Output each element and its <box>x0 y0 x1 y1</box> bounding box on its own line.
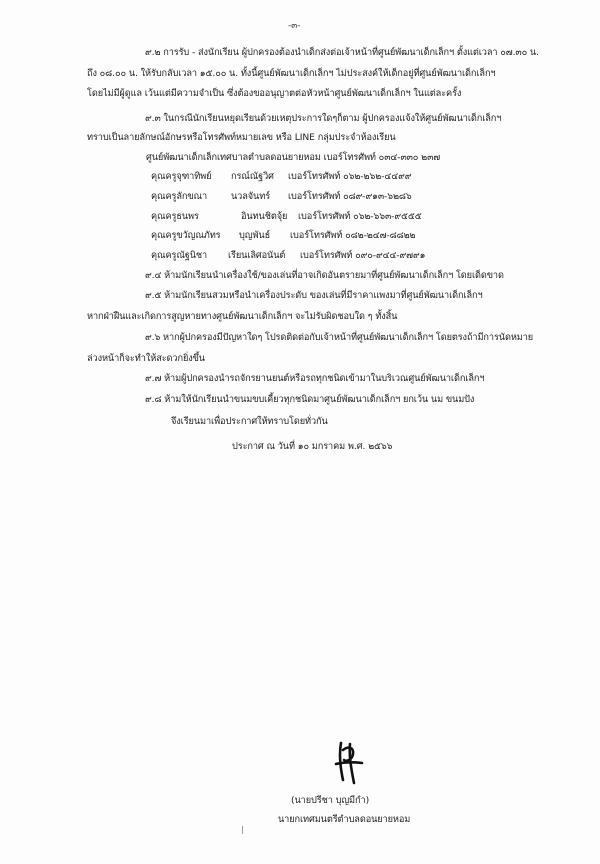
contact-2-surname: นวลจันทร์ <box>231 191 271 202</box>
handwritten-signature <box>332 740 364 786</box>
contact-3-phone: เบอร์โทรศัพท์ ๐๖๒-๖๖๓-๙๕๕๕ <box>298 211 422 222</box>
contact-1-surname: กรณ์ณัฐวิศ <box>231 171 274 182</box>
contact-4-surname: บุญพันธ์ <box>239 230 271 241</box>
rule-9-2-line-2: ถึง ๐๘.๐๐ น. ให้รับกลับเวลา ๑๕.๐๐ น. ทั้งนี้ศูนย์พัฒนาเด็กเล็กฯ ไม่ประสงค์ให้เด็กอยู่ที่ศูนย์พัฒนาเด็กเล็กฯ <box>87 68 496 79</box>
closing-text: จึงเรียนมาเพื่อประกาศให้ทราบโดยทั่วกัน <box>171 416 328 427</box>
contact-3-surname: อินทนชิตจุ้ย <box>241 211 288 222</box>
scan-mark <box>242 826 243 834</box>
contact-1-name: คุณครูจุฑาทิพย์ <box>151 171 212 182</box>
rule-9-2-line-3: โดยไม่มีผู้ดูแล เว้นแต่มีความจำเป็น ซึ่งต้องขออนุญาตต่อหัวหน้าศูนย์พัฒนาเด็กเล็กฯ ในแต่ละครั้ง <box>87 88 462 99</box>
rule-9-6-line-1: ๙.๖ หากผู้ปกครองมีปัญหาใดๆ โปรดติดต่อกับเจ้าหน้าที่ศูนย์พัฒนาเด็กเล็กฯ โดยตรงถ้ามีการนัดหมาย <box>145 332 534 343</box>
contact-4-phone: เบอร์โทรศัพท์ ๐๘๒-๒๔๗-๘๘๒๒ <box>290 230 416 241</box>
contact-5-surname: เรียนเลิศอนันต์ <box>228 250 286 261</box>
center-phone-line: ศูนย์พัฒนาเด็กเล็กเทศบาลตำบลดอนยายหอม เบอร์โทรศัพท์ ๐๓๔-๓๓๐ ๒๓๗ <box>146 152 441 163</box>
contact-1-phone: เบอร์โทรศัพท์ ๐๖๒-๒๖๒-๔๔๙๙ <box>288 171 412 182</box>
signer-title: นายกเทศมนตรีตำบลดอนยายหอม <box>278 814 411 825</box>
rule-9-5-line-1: ๙.๕ ห้ามนักเรียนสวมหรือนำเครื่องประดับ ของเล่นที่มีราคาแพงมาที่ศูนย์พัฒนาเด็กเล็กฯ <box>145 290 483 301</box>
rule-9-3-line-2: ทราบเป็นลายลักษณ์อักษรหรือโทรศัพท์หมายเลข หรือ LINE กลุ่มประจำห้องเรียน <box>87 132 396 143</box>
page-number: -๓- <box>288 21 301 31</box>
contact-3-name: คุณครูธนพร <box>151 211 199 222</box>
contact-2-name: คุณครูลักขณา <box>151 191 208 202</box>
rule-9-4: ๙.๔ ห้ามนักเรียนนำเครื่องใช้/ของเล่นที่อาจเกิดอันตรายมาที่ศูนย์พัฒนาเด็กเล็กฯ โดยเด็ดขาด <box>145 270 504 281</box>
rule-9-5-line-2: หากฝ่าฝืนและเกิดการสูญหายทางศูนย์พัฒนาเด็กเล็กฯ จะไม่รับผิดชอบใด ๆ ทั้งสิ้น <box>87 311 398 322</box>
signer-name: (นายปรีชา บุญมีกำ) <box>291 795 370 806</box>
rule-9-6-line-2: ล่วงหน้าก็จะทำให้สะดวกยิ่งขึ้น <box>87 353 205 364</box>
announcement-date: ประกาศ ณ วันที่ ๑๐ มกราคม พ.ศ. ๒๕๖๖ <box>232 441 393 452</box>
contact-5-name: คุณครูณัฐนิชา <box>151 250 208 261</box>
rule-9-7: ๙.๗ ห้ามผู้ปกครองนำรถจักรยานยนต์หรือรถทุกชนิดเข้ามาในบริเวณศูนย์พัฒนาเด็กเล็กฯ <box>145 373 485 384</box>
contact-2-phone: เบอร์โทรศัพท์ ๐๘๙-๙๑๓-๖๒๘๖ <box>288 191 412 202</box>
contact-4-name: คุณครูขวัญณภัทร <box>151 230 221 241</box>
rule-9-8: ๙.๘ ห้ามให้นักเรียนนำขนมขบเคี้ยวทุกชนิดมาศูนย์พัฒนาเด็กเล็กฯ ยกเว้น นม ขนมปัง <box>145 394 475 405</box>
rule-9-2-line-1: ๙.๒ การรับ - ส่งนักเรียน ผู้ปกครองต้องนำเด็กส่งต่อเจ้าหน้าที่ศูนย์พัฒนาเด็กเล็กฯ ตั้งแต่เวลา ๐๗.๓๐ น. <box>145 47 539 58</box>
rule-9-3-line-1: ๙.๓ ในกรณีนักเรียนหยุดเรียนด้วยเหตุประการใดๆก็ตาม ผู้ปกครองแจ้งให้ศูนย์พัฒนาเด็กเล็กฯ <box>145 113 502 124</box>
contact-5-phone: เบอร์โทรศัพท์ ๐๙๐-๙๔๔-๙๗๙๑ <box>300 250 426 261</box>
